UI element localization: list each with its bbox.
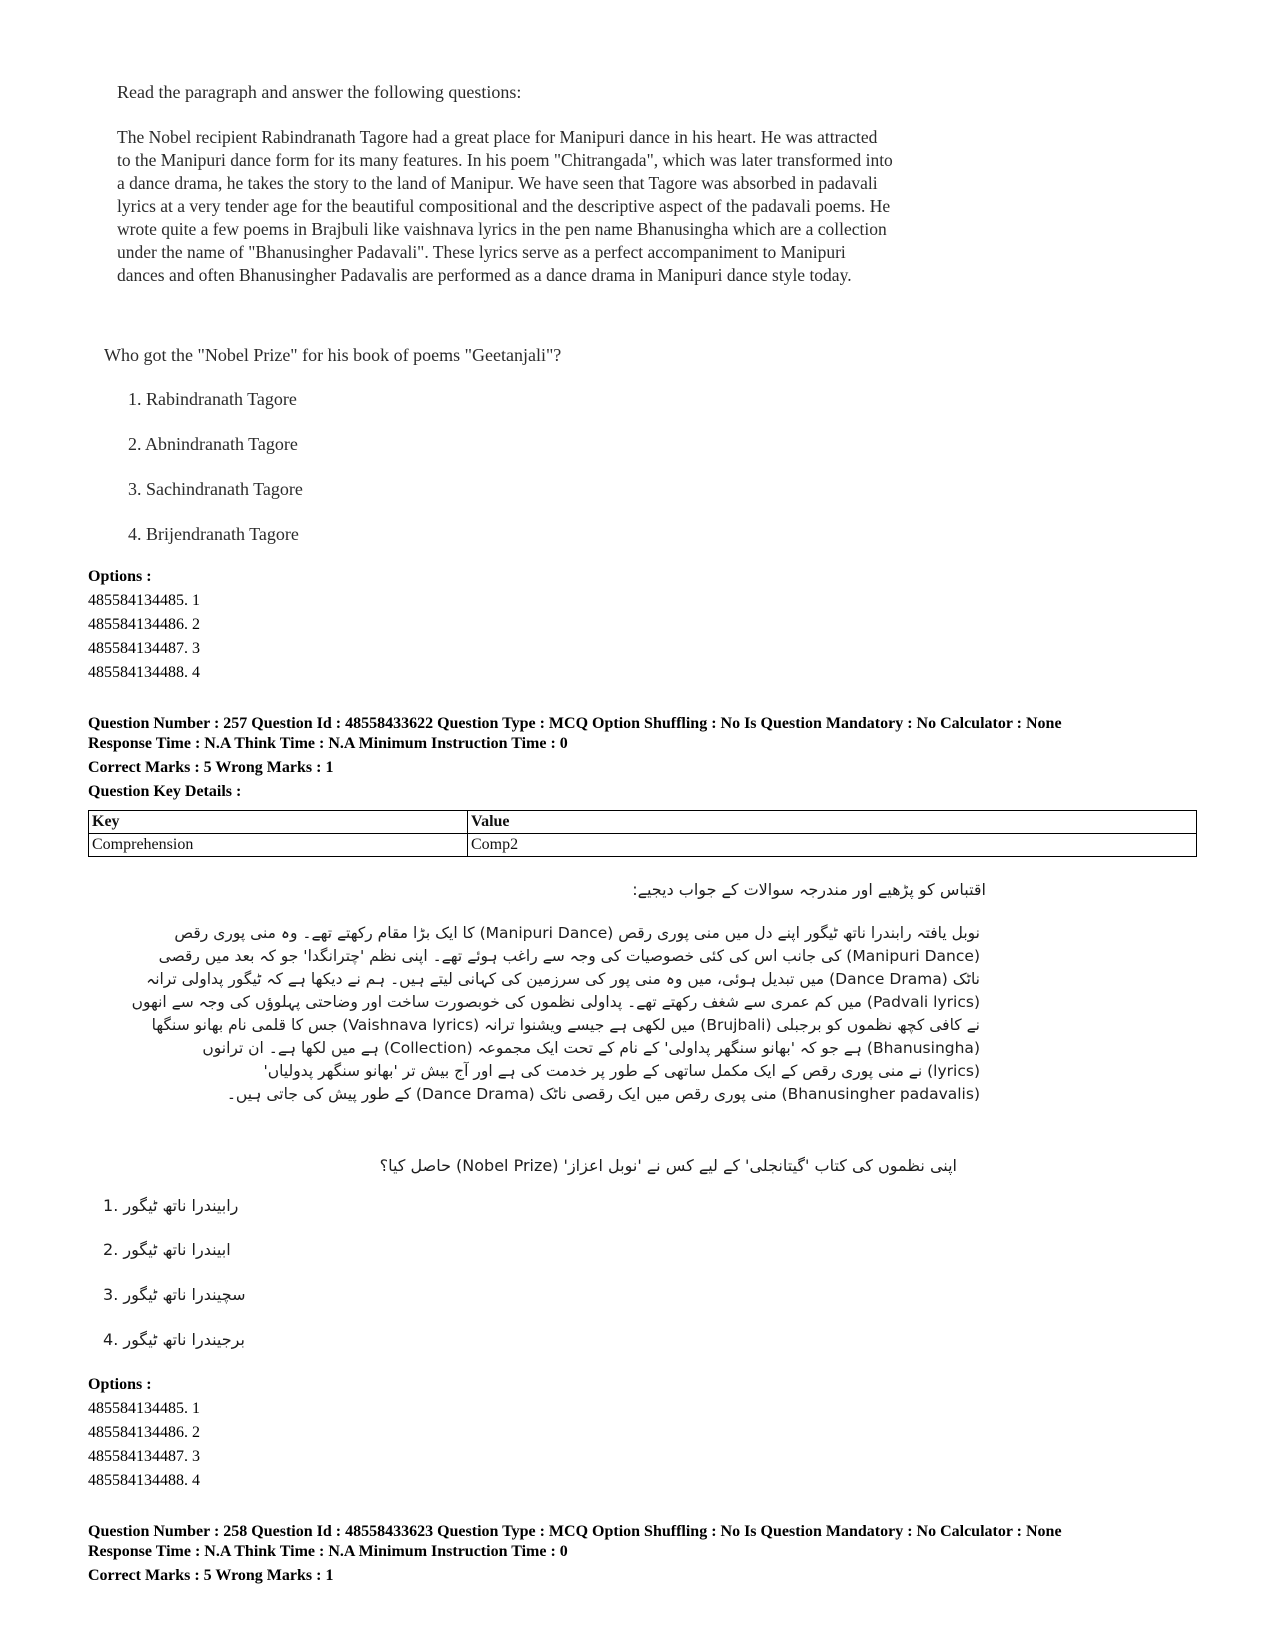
paragraph-line: under the name of "Bhanusingher Padavali". These lyrics serve as a perfect accompaniment to Manipuri xyxy=(117,242,846,262)
option-id: 485584134488. 4 xyxy=(88,664,200,681)
options-label: Options : xyxy=(88,568,152,585)
urdu-answer-choice: برجیندرا ناتھ ٹیگور .4 xyxy=(103,1330,245,1349)
urdu-answer-choice: رابیندرا ناتھ ٹیگور .1 xyxy=(103,1196,239,1215)
question-marks: Correct Marks : 5 Wrong Marks : 1 xyxy=(88,1567,334,1584)
option-id: 485584134487. 3 xyxy=(88,1448,200,1465)
question-timing: Response Time : N.A Think Time : N.A Minimum Instruction Time : 0 xyxy=(88,1543,568,1560)
comprehension-paragraph xyxy=(117,126,997,287)
question-timing: Response Time : N.A Think Time : N.A Minimum Instruction Time : 0 xyxy=(88,735,568,752)
urdu-answer-choice: ابیندرا ناتھ ٹیگور .2 xyxy=(103,1240,231,1259)
urdu-paragraph-line: نوبل یافتہ رابندرا ناتھ ٹیگور اپنے دل میں منی پوری رقص (Manipuri Dance) کا ایک بڑا مقام رکھتے تھے۔ وہ منی پوری رقص xyxy=(174,924,980,942)
option-id: 485584134485. 1 xyxy=(88,592,200,609)
urdu-paragraph-line: ناٹک (Dance Drama) میں تبدیل ہوئی، میں وہ منی پور کی سرزمین کی کہانی لیتے ہیں۔ ہم نے دیکھا ہے کہ ٹیگور پداولی ترانہ xyxy=(146,970,980,988)
option-id: 485584134486. 2 xyxy=(88,616,200,633)
urdu-paragraph-line: (Padvali lyrics) میں کم عمری سے شغف رکھتے تھے۔ پداولی نظموں کی خوبصورت ساخت اور وضاحتی پہلوؤں کی وجہ سے انھوں xyxy=(131,993,980,1011)
table-header-key: Key xyxy=(89,811,468,834)
option-id: 485584134488. 4 xyxy=(88,1472,200,1489)
answer-choice: 4. Brijendranath Tagore xyxy=(128,524,299,544)
key-details-label: Question Key Details : xyxy=(88,783,242,800)
answer-choice: 2. Abnindranath Tagore xyxy=(128,434,298,454)
urdu-paragraph-line: (Manipuri Dance) کی جانب اس کی کئی خصوصیات کی وجہ سے راغب ہوئے تھے۔ اپنی نظم 'چترانگدا' جو کہ بعد میں رقصی xyxy=(158,947,980,965)
answer-choice: 1. Rabindranath Tagore xyxy=(128,389,297,409)
paragraph-line: dances and often Bhanusingher Padavalis are performed as a dance drama in Manipuri dance style today. xyxy=(117,265,852,285)
paragraph-line: The Nobel recipient Rabindranath Tagore had a great place for Manipuri dance in his heart. He was attracted xyxy=(117,127,878,147)
urdu-paragraph-line: (Bhanusingha) ہے جو کہ 'بھانو سنگھر پداولی' کے نام کے تحت ایک مجموعہ (Collection) ہے میں لکھا ہے۔ ان ترانوں xyxy=(202,1039,980,1057)
question-text: Who got the "Nobel Prize" for his book of poems "Geetanjali"? xyxy=(104,345,562,365)
comprehension-instruction: Read the paragraph and answer the following questions: xyxy=(117,82,522,102)
urdu-instruction: اقتباس کو پڑھیے اور مندرجہ سوالات کے جواب دیجیے: xyxy=(632,880,986,899)
urdu-paragraph-line: (lyrics) نے منی پوری رقص کے ایک مکمل ساتھی کے طور پر خدمت کی ہے اور آج بیش تر 'بھانو سنگھر پدولیاں' xyxy=(263,1062,980,1080)
urdu-paragraph xyxy=(80,922,980,1106)
urdu-answer-choice: سچیندرا ناتھ ٹیگور .3 xyxy=(103,1285,246,1304)
answer-choice: 3. Sachindranath Tagore xyxy=(128,479,303,499)
table-cell-value: Comp2 xyxy=(468,834,1197,857)
options-label: Options : xyxy=(88,1376,152,1393)
table-header-value: Value xyxy=(468,811,1197,834)
question-meta: Question Number : 257 Question Id : 48558433622 Question Type : MCQ Option Shuffling : No Is Question Mandatory : No Calculator : None xyxy=(88,715,1062,732)
table-header-row xyxy=(89,811,1197,834)
paragraph-line: wrote quite a few poems in Brajbuli like vaishnava lyrics in the pen name Bhanusingha which are a collection xyxy=(117,219,887,239)
question-marks: Correct Marks : 5 Wrong Marks : 1 xyxy=(88,759,334,776)
option-id: 485584134486. 2 xyxy=(88,1424,200,1441)
urdu-paragraph-line: (Bhanusingher padavalis) منی پوری رقص میں ایک رقصی ناٹک (Dance Drama) کے طور پیش کی جاتی ہیں۔ xyxy=(226,1085,980,1103)
urdu-question-text: اپنی نظموں کی کتاب 'گیتانجلی' کے لیے کس نے 'نوبل اعزاز' (Nobel Prize) حاصل کیا؟ xyxy=(379,1156,957,1175)
option-id: 485584134487. 3 xyxy=(88,640,200,657)
question-meta: Question Number : 258 Question Id : 48558433623 Question Type : MCQ Option Shuffling : No Is Question Mandatory : No Calculator : None xyxy=(88,1523,1062,1540)
table-cell-key: Comprehension xyxy=(89,834,468,857)
paragraph-line: to the Manipuri dance form for its many features. In his poem "Chitrangada", which was later transformed into xyxy=(117,150,893,170)
paragraph-line: a dance drama, he takes the story to the land of Manipur. We have seen that Tagore was absorbed in padavali xyxy=(117,173,878,193)
question-key-table xyxy=(88,810,1197,857)
urdu-paragraph-line: نے کافی کچھ نظموں کو برجبلی (Brujbali) میں لکھی ہے جیسے ویشنوا ترانہ (Vaishnava lyrics) جس کا قلمی نام بھانو سنگھا xyxy=(151,1016,980,1034)
table-row xyxy=(89,834,1197,857)
paragraph-line: lyrics at a very tender age for the beautiful compositional and the descriptive aspect of the padavali poems. He xyxy=(117,196,891,216)
option-id: 485584134485. 1 xyxy=(88,1400,200,1417)
